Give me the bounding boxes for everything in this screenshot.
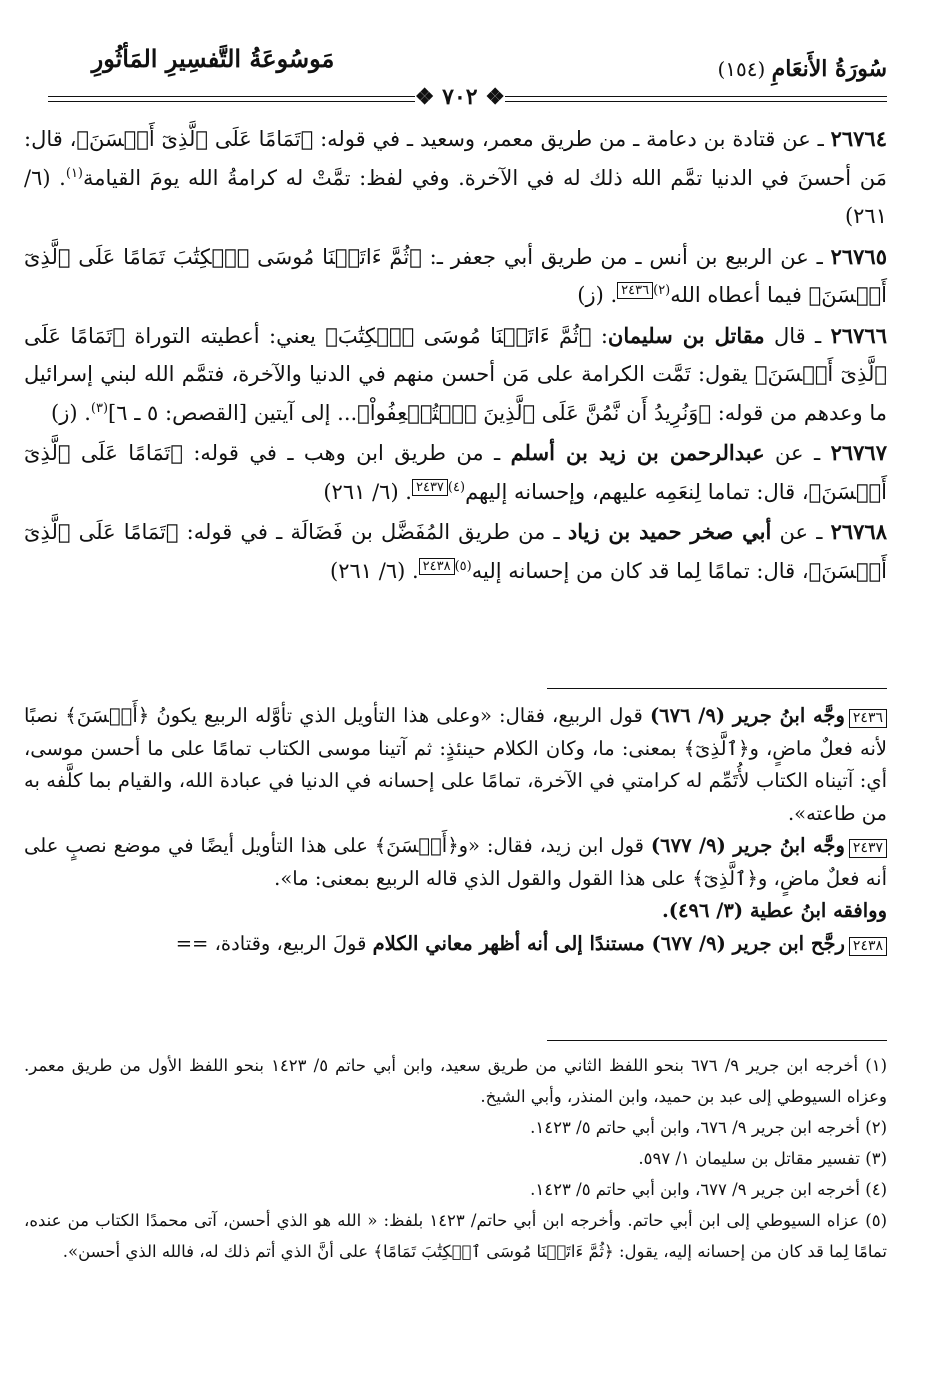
narration-number: ٢٦٧٦٨: [830, 519, 887, 544]
narration-number: ٢٦٧٦٧: [830, 440, 887, 465]
narration-tail: . (٦/ ٢٦١): [330, 558, 419, 583]
commentary-separator: [547, 688, 887, 689]
narration-text: ـ من طريق ابن وهب ـ في قوله: ﴿تَمَامًا عَلَى ٱلَّذِىٓ أَحۡسَنَ﴾، قال: تماما لِنعَمِه عليهم، وإحسانه إليهم: [24, 441, 887, 504]
commentary-tag: ٢٤٣٦: [849, 709, 887, 728]
narration-text: ـ عن الربيع بن أنس ـ من طريق أبي جعفر ـ: ﴿ثُمَّ ءَاتَيۡنَا مُوسَى ٱلۡكِتَٰبَ تَمَامًا عَلَى ٱلَّذِىٓ أَحۡسَنَ﴾ فيما أعطاه الله: [24, 244, 887, 307]
commentary-heading: ووافقه ابنُ عطية (٣/ ٤٩٦).: [662, 899, 887, 922]
narration-lead: ـ قال: [764, 323, 822, 348]
surah-heading: [667, 56, 887, 86]
narration-entry: [24, 317, 887, 433]
narrations: [24, 120, 887, 592]
narration-number: ٢٦٧٦٤: [830, 126, 887, 151]
narration-text: ـ عن قتادة بن دعامة ـ من طريق معمر، وسعيد ـ في قوله: ﴿تَمَامًا عَلَى ٱلَّذِىٓ أَحۡسَنَ﴾، قال: مَن أحسنَ في الدنيا تمَّم الله ذلك له في الآخرة. وفي لفظ: تمَّتْ له كرامةُ الله يومَ القيامة: [24, 127, 887, 190]
ayah-reference: (١٥٤): [717, 57, 766, 81]
page-number-value: ٧٠٢: [442, 84, 478, 110]
commentary-text: قولَ الربيع، وقتادة، ==: [175, 931, 373, 955]
page-number: [415, 84, 505, 110]
footnote-marker[interactable]: (٥): [454, 558, 472, 574]
commentary-tag: ٢٤٣٧: [849, 839, 887, 858]
book-title: مَوسُوعَةُ التَّفسِيرِ المَأثُورِ: [91, 44, 335, 73]
commentary-note: [24, 928, 887, 961]
commentary-note: [24, 830, 887, 895]
commentary-tag: ٢٤٣٨: [849, 937, 887, 956]
narration-text: : ﴿ثُمَّ ءَاتَيۡنَا مُوسَى ٱلۡكِتَٰبَ﴾ يعني: أعطيته التوراة ﴿تَمَامًا عَلَى ٱلَّذِىٓ أَحۡسَنَ﴾ يقول: تَمَّت الكرامة على مَن أحسن منهم في الدنيا والآخرة، فتمَّم الله لبني إسرائيل ما وعدهم من قوله: ﴿وَنُرِيدُ أَن نَّمُنَّ عَلَى ٱلَّذِينَ ٱسۡتُضۡعِفُواْ﴾... إلى آيتين [القصص: ٥ ـ ٦]: [24, 323, 887, 425]
narration-lead: ـ عن: [764, 441, 821, 465]
footnote-marker[interactable]: (١): [65, 165, 83, 181]
narration-lead: ـ عن: [771, 520, 823, 544]
narration-entry: [24, 238, 887, 315]
commentary-heading: رجَّح ابن جرير (٩/ ٦٧٧) مستندًا إلى أنه أظهر معاني الكلام: [372, 931, 845, 955]
commentary-text: قول ابن زيد، فقال: «و﴿أَحۡسَنَ﴾ على هذا التأويل أيضًا في موضع نصبٍ على أنه فعلٌ ماضٍ، و﴿ٱلَّذِىٓ﴾ على هذا القول والقول الذي قاله الربيع بمعنى: ما».: [24, 834, 887, 890]
narration-text: ـ من طريق المُفَضَّل بن فَضَالَة ـ في قوله: ﴿تَمَامًا عَلَى ٱلَّذِىٓ أَحۡسَنَ﴾، قال: تمامًا لِما قد كان من إحسانه إليه: [24, 520, 887, 583]
commentary-note: [24, 700, 887, 830]
narration-tail: . (ز): [51, 400, 91, 425]
narration-entry: [24, 120, 887, 236]
footnote: (٤) أخرجه ابن جرير ٩/ ٦٧٧، وابن أبي حاتم ٥/ ١٤٢٣.: [530, 1180, 887, 1199]
commentary-heading: وجَّه ابنُ جرير (٩/ ٦٧٧): [650, 834, 845, 857]
narration-tail: . (٦/ ٢٦١): [24, 165, 887, 228]
commentary-tag[interactable]: ٢٤٣٧: [412, 479, 448, 496]
narration-entry: [24, 513, 887, 590]
footnote-marker[interactable]: (٢): [653, 283, 671, 298]
footnote: (٥) عزاه السيوطي إلى ابن أبي حاتم. وأخرجه ابن أبي حاتم/ ١٤٢٣ بلفظ: « الله هو الذي أحسن، آتى محمدًا الكتاب من عنده، تمامًا لِما قد كان من إحسانه إليه، يقول: ﴿ثُمَّ ءَاتَيۡنَا مُوسَى ٱلۡكِتَٰبَ تَمَامًا﴾ على أنَّ الذي أتم ذلك له، فالله الذي أحسن».: [24, 1211, 887, 1261]
surah-name: سُورَةُ الأَنعَامِ: [771, 56, 887, 82]
narration-number: ٢٦٧٦٦: [830, 322, 887, 348]
footnotes: [24, 1050, 887, 1267]
narration-entry: [24, 434, 887, 511]
narration-tail: . (٦/ ٢٦١): [323, 479, 412, 504]
commentary-text: قول الربيع، فقال: «وعلى هذا التأويل الذي تأوَّله الربيع يكونُ ﴿أَحۡسَنَ﴾ نصبًا لأنه فعلٌ ماضٍ، و﴿ٱلَّذِىٓ﴾ بمعنى: ما، وكان الكلام حينئذٍ: ثم آتينا موسى الكتاب تمامًا على ما أحسن موسى، أي: آتيناه الكتاب لأُتَمِّم له كرامتي في الآخرة، تمامًا على إحسانه في الدنيا في عبادة الله، والقيام بما كلَّفه به من طاعته».: [24, 704, 887, 825]
footnote: (٣) تفسير مقاتل بن سليمان ١/ ٥٩٧.: [638, 1149, 887, 1168]
footnote: (١) أخرجه ابن جرير ٩/ ٦٧٦ بنحو اللفظ الثاني من طريق سعيد، وابن أبي حاتم ٥/ ١٤٢٣ بنحو اللفظ الأول من طريق معمر. وعزاه السيوطي إلى عبد بن حميد، وابن المنذر، وأبي الشيخ.: [24, 1056, 887, 1106]
narrator-name: عبدالرحمن بن زيد بن أسلم: [510, 440, 765, 465]
narration-number: ٢٦٧٦٥: [830, 243, 887, 269]
footnote-separator: [547, 1040, 887, 1041]
commentary-heading: وجَّه ابنُ جرير (٩/ ٦٧٦): [649, 704, 845, 727]
commentary-notes: [24, 700, 887, 960]
narration-tail: . (ز): [577, 283, 618, 307]
ornament-icon: ❖: [477, 84, 505, 110]
ornament-icon: ❖: [414, 84, 443, 110]
commentary-tag[interactable]: ٢٤٣٦: [617, 282, 653, 299]
footnote-marker[interactable]: (٣): [90, 400, 109, 416]
narrator-name: مقاتل بن سليمان: [607, 322, 765, 348]
narrator-name: أبي صخر حميد بن زياد: [567, 519, 772, 544]
commentary-note: [24, 895, 887, 928]
commentary-tag[interactable]: ٢٤٣٨: [419, 558, 455, 575]
footnote: (٢) أخرجه ابن جرير ٩/ ٦٧٦، وابن أبي حاتم ٥/ ١٤٢٣.: [530, 1118, 887, 1137]
footnote-marker[interactable]: (٤): [447, 479, 466, 495]
